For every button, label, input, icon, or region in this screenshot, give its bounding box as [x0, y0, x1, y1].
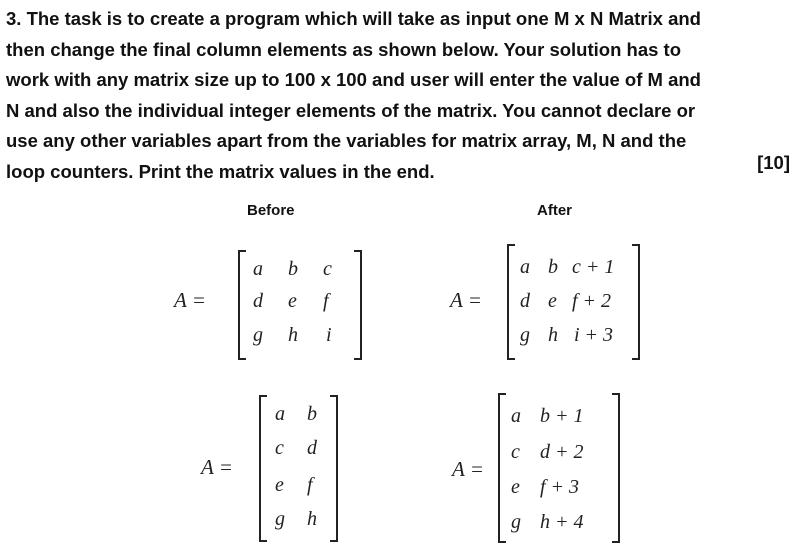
matrix-cell: f	[307, 474, 313, 496]
question-line: work with any matrix size up to 100 x 100 and user will enter the value of M and	[6, 69, 701, 90]
question-line: 3. The task is to create a program which will take as input one M x N Matrix and	[6, 8, 701, 29]
matrix-cell: g	[520, 324, 530, 346]
bracket-right	[354, 250, 362, 360]
matrix-lhs: A =	[174, 288, 206, 312]
matrix-cell: g	[511, 511, 521, 533]
question-line: N and also the individual integer elements of the matrix. You cannot declare or	[6, 99, 696, 121]
matrix-lhs: A =	[450, 288, 482, 312]
matrix-cell: e	[288, 290, 297, 312]
matrix-cell: h + 4	[540, 511, 584, 533]
question-line: loop counters. Print the matrix values in the end.	[6, 160, 435, 182]
matrix-cell: g	[253, 324, 263, 346]
matrix-cell: e	[511, 476, 520, 498]
question-line: then change the final column elements as shown below. Your solution has to	[6, 38, 681, 60]
matrix-cell: e	[548, 290, 557, 312]
matrix-cell: h	[288, 324, 298, 346]
matrix-cell: b	[288, 258, 298, 280]
matrix-cell: b	[307, 403, 317, 425]
matrix-cell: b	[548, 256, 558, 278]
matrix-cell: d	[253, 290, 263, 312]
matrix-cell: a	[253, 258, 263, 280]
matrix-cell: e	[275, 474, 284, 496]
bracket-left	[507, 244, 515, 360]
matrix-cell: c + 1	[572, 256, 615, 278]
matrix-cell: i + 3	[574, 324, 614, 346]
heading-before: Before	[247, 202, 295, 219]
matrix-cell: a	[511, 405, 521, 427]
matrix-cell: d	[520, 290, 530, 312]
matrix-lhs: A =	[452, 457, 484, 481]
matrix-cell: d	[307, 437, 317, 459]
matrix-cell: a	[520, 256, 530, 278]
question-text	[6, 4, 786, 187]
matrix-cell: f	[323, 290, 329, 312]
matrix-cell: g	[275, 508, 285, 530]
heading-after: After	[537, 202, 573, 219]
matrix-lhs: A =	[201, 455, 233, 479]
bracket-left	[498, 393, 506, 543]
matrix-cell: h	[307, 508, 317, 530]
marks-label: [10]	[757, 152, 790, 173]
bracket-left	[259, 395, 267, 542]
matrix-cell: d + 2	[540, 441, 584, 463]
matrix-cell: a	[275, 403, 285, 425]
matrix-cell: f + 2	[572, 290, 612, 312]
matrix-cell: c	[275, 437, 284, 459]
matrix-cell: h	[548, 324, 558, 346]
matrix-cell: c	[511, 441, 520, 463]
bracket-right	[632, 244, 640, 360]
bracket-right	[612, 393, 620, 543]
matrix-cell: c	[323, 258, 332, 280]
bracket-right	[330, 395, 338, 542]
matrix-cell: b + 1	[540, 405, 584, 427]
question-line: use any other variables apart from the variables for matrix array, M, N and the	[6, 130, 687, 151]
matrix-cell: i	[326, 324, 332, 346]
bracket-left	[238, 250, 246, 360]
matrix-cell: f + 3	[540, 476, 580, 498]
